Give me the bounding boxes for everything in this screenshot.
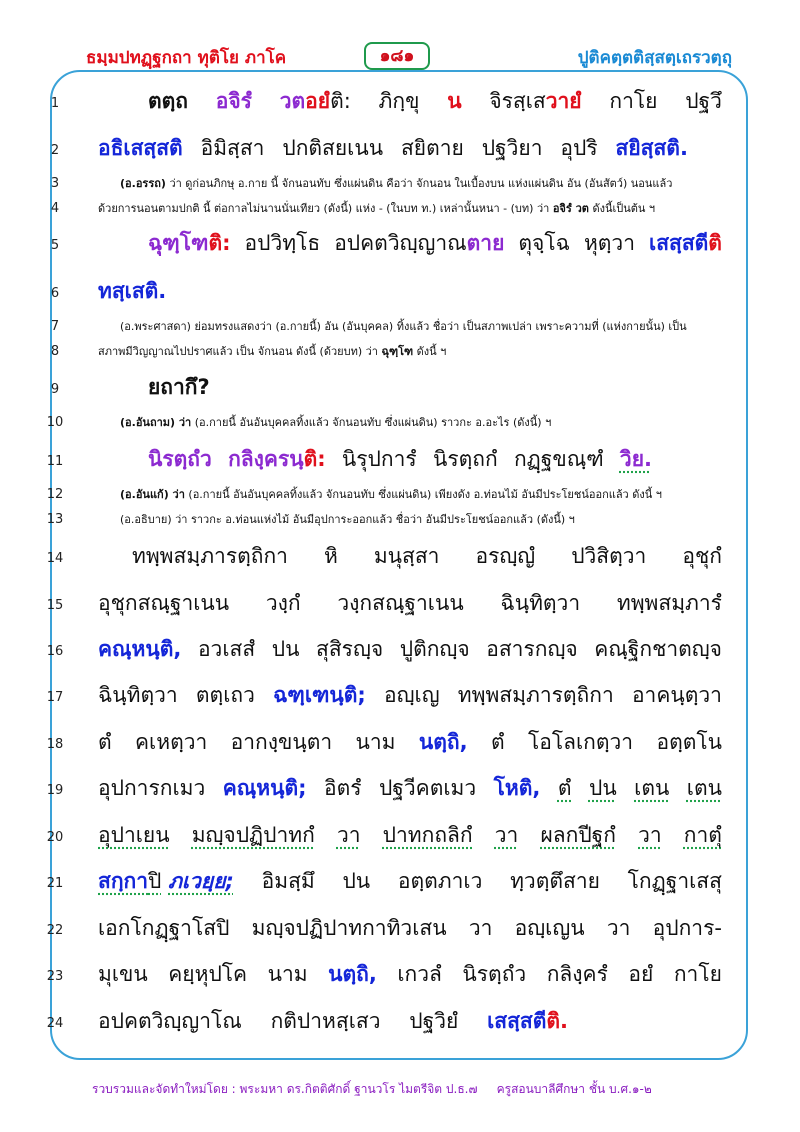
- translation-text: ด้วยการนอนตามปกติ นี้ ต่อกาลไม่นานนั่นเทียว (ดังนี้) แห่ง - (ในบท ท.) เหล่านั้นหนา - (บท) ว่า: [98, 202, 550, 215]
- word: หุตฺวา: [583, 231, 636, 255]
- translation-line-7: (อ.พระศาสดา) ย่อมทรงแสดงว่า (อ.กายนี้) อัน (อันบุคคล) ทิ้งแล้ว ชื่อว่า เป็นสภาพเปล่า เพราะความที่ (แห่งกายนั้น) เป็น: [120, 320, 687, 333]
- line-number: 23: [46, 969, 64, 984]
- header-story-title: ปูติคตฺตติสฺสตฺเถรวตฺถุ: [577, 48, 732, 68]
- line-number: 15: [46, 598, 64, 613]
- word: ทสฺเสติ.: [98, 279, 167, 303]
- word: ตตฺเถว: [195, 683, 255, 707]
- word: ปวิสิตฺวา: [571, 544, 647, 568]
- word: มญฺจปฏิปาทกํ: [191, 823, 315, 847]
- word: วา: [468, 916, 493, 940]
- line-number: 19: [46, 783, 64, 798]
- word: ติ.: [546, 1009, 568, 1033]
- word: อญฺเญน: [514, 916, 585, 940]
- word: ฉินฺทิตฺวา: [500, 591, 581, 615]
- word: ทพฺพสมฺภารํ: [616, 591, 722, 615]
- word: ปน: [271, 637, 300, 661]
- verse-line-17: [98, 685, 722, 706]
- word: อุปการ-: [652, 916, 722, 940]
- word-group: [228, 449, 326, 470]
- verse-line-16: [98, 639, 722, 660]
- word: กาโย: [673, 962, 722, 986]
- word: ฉฑฺเฑนฺติ;: [273, 683, 366, 707]
- word: สุสิรญฺจ: [316, 637, 384, 661]
- word: กลิงฺครํ: [546, 962, 608, 986]
- line-number: 13: [46, 512, 64, 527]
- verse-line-23: [98, 964, 722, 985]
- label: (อ.อันถาม) ว่า: [120, 416, 192, 429]
- bold-term: อจิรํ วต: [552, 202, 589, 215]
- word: อปวิทฺโธ: [244, 231, 321, 255]
- word: ปน: [588, 776, 617, 800]
- verse-line-22: [98, 918, 722, 939]
- word: ปน: [342, 869, 371, 893]
- word: อรญฺญํ: [475, 544, 536, 568]
- word: วต: [279, 89, 306, 113]
- word: โกฏฺฐาเสสุ: [627, 869, 722, 893]
- word: มนุสฺสา: [373, 544, 440, 568]
- translation-text: สภาพมีวิญญาณไปปราศแล้ว เป็น จักนอน ดังนี้ (ด้วยบท) ว่า: [98, 345, 378, 358]
- verse-line-14: [132, 546, 722, 567]
- word: คณฺหนฺติ;: [222, 776, 307, 800]
- word: อิตรํ: [323, 776, 362, 800]
- word: เกวลํ: [397, 962, 442, 986]
- bold-term: ฉุฑฺโฑ: [381, 345, 414, 358]
- word: วายํ: [545, 89, 582, 113]
- word-group: [334, 233, 504, 254]
- word: เตน: [686, 776, 722, 800]
- word: ตํ: [557, 776, 572, 800]
- footer-course: ครูสอนบาลีศึกษา ชั้น บ.ศ.๑-๒: [496, 1082, 652, 1096]
- word: คณฺหนฺติ,: [98, 637, 182, 661]
- word: วา: [336, 823, 361, 847]
- word: อุชุกสณฺฐาเนน: [98, 591, 230, 615]
- word: นิรตฺถํว: [462, 962, 527, 986]
- line-number: 18: [46, 737, 64, 752]
- word: อจิรํ: [215, 89, 252, 113]
- word: กติปาหสฺเสว: [270, 1009, 381, 1033]
- line-number: 14: [46, 551, 64, 566]
- word: อตฺตโน: [656, 730, 722, 754]
- word: นาม: [355, 730, 396, 754]
- word: อุปริ: [560, 136, 598, 160]
- word: ติ:: [330, 89, 351, 113]
- word: ฉุฑฺโฑ: [148, 231, 209, 255]
- word: ปฐวิยา: [481, 136, 543, 160]
- line-number: 5: [50, 238, 60, 253]
- translation-text: ดังนี้เป็นต้น ฯ: [592, 202, 656, 215]
- translation-text: (อ.กายนี้ อันอันบุคคลทิ้งแล้ว จักนอนทับ ซึ่งแผ่นดิน) เพียงดัง อ.ท่อนไม้ อันมีประโยชน์ออกแล้ว ดังนี้ ฯ: [188, 488, 662, 501]
- word: อากงฺขนฺตา: [230, 730, 333, 754]
- verse-line-11: [148, 449, 652, 470]
- word: ปฐวิยํ: [409, 1009, 459, 1033]
- line-number: 3: [50, 176, 60, 191]
- line-number: 1: [50, 96, 60, 111]
- word: ผลกปีฐกํ: [540, 823, 616, 847]
- word: คณฺฐิกชาตญฺจ: [594, 637, 722, 661]
- verse-line-18: [98, 732, 722, 753]
- translation-text: ว่า ดูก่อนภิกษุ อ.กาย นี้ จักนอนทับ ซึ่งแผ่นดิน คือว่า จักนอน ในเบื้องบน แห่งแผ่นดิน อัน (อันสัตว์) นอนแล้ว: [169, 177, 673, 190]
- word: วิย.: [619, 447, 652, 471]
- line-number: 22: [46, 923, 64, 938]
- word: กฏฺฐขณฺฑํ: [513, 447, 604, 471]
- word: คเหตฺวา: [135, 730, 208, 754]
- line-number: 6: [50, 286, 60, 301]
- word: วงฺกสณฺฐาเนน: [337, 591, 464, 615]
- word: อธิเสสฺสติ: [98, 136, 183, 160]
- line-number: 24: [46, 1016, 64, 1031]
- word: น: [447, 89, 462, 113]
- word: ทพฺพสมฺภารตฺถิกา: [132, 544, 288, 568]
- verse-line-2: [98, 138, 688, 159]
- word: นิรตฺถกํ: [432, 447, 498, 471]
- line-number: 7: [50, 319, 60, 334]
- translation-text: ดังนี้ ฯ: [416, 345, 447, 358]
- word: วา: [606, 916, 631, 940]
- word: จิรสฺเส: [489, 89, 546, 113]
- word: อวเสสํ: [197, 637, 256, 661]
- word-group: [148, 233, 231, 254]
- word: คยฺหุปโค: [168, 962, 248, 986]
- label: (อ.อรรถ): [120, 177, 166, 190]
- verse-line-15: [98, 593, 722, 614]
- word: อสารกญฺจ: [486, 637, 578, 661]
- word: ฉินฺทิตฺวา: [98, 683, 178, 707]
- word: ตํ: [490, 730, 505, 754]
- word: สยิตาย: [400, 136, 464, 160]
- word: อุปการกเมว: [98, 776, 206, 800]
- word-group: [489, 91, 581, 112]
- line-number: 11: [46, 454, 64, 469]
- word: ติ: [708, 231, 722, 255]
- word: ปาทกถลิกํ: [382, 823, 473, 847]
- word: เตน: [634, 776, 670, 800]
- word: อปคตวิญฺญาโณ: [98, 1009, 242, 1033]
- word: ติ:: [303, 447, 326, 471]
- verse-line-1: [148, 91, 722, 112]
- word: ตุจฺโฉ: [518, 231, 570, 255]
- word: ปฐวึ: [685, 89, 722, 113]
- word: อาคนฺตฺวา: [631, 683, 722, 707]
- word: สกฺกา: [98, 869, 149, 893]
- word: อิมสฺมึ: [261, 869, 315, 893]
- translation-line-13: (อ.อธิบาย) ว่า ราวกะ อ.ท่อนแห่งไม้ อันมีอุปการะออกแล้ว ชื่อว่า อันมีประโยชน์ออกแล้ว (ดังนี้) ฯ: [120, 513, 575, 526]
- word: ตํ: [98, 730, 112, 754]
- verse-line-19: [98, 778, 722, 799]
- word: กาตุํ: [683, 823, 722, 847]
- translation-text: (อ.กายนี้ อันอันบุคคลทิ้งแล้ว จักนอนทับ ซึ่งแผ่นดิน) ราวกะ อ.อะไร (ดังนี้) ฯ: [194, 416, 552, 429]
- line-number: 17: [46, 690, 64, 705]
- word: หิ: [323, 544, 338, 568]
- verse-line-24: [98, 1011, 568, 1032]
- translation-line-3: [120, 178, 672, 189]
- line-number: 8: [50, 344, 60, 359]
- verse-line-21: [98, 871, 722, 892]
- translation-line-4: [98, 203, 655, 214]
- word: อญฺเญ: [384, 683, 440, 707]
- word: อตฺตภาเว: [397, 869, 483, 893]
- word: มุเขน: [98, 962, 148, 986]
- footer-credit: [92, 1080, 652, 1099]
- translation-line-8: [98, 346, 446, 357]
- word: ตาย: [466, 231, 505, 255]
- footer-author: รวบรวมและจัดทำใหม่โดย : พระมหา ดร.กิตติศักดิ์ ฐานวโร ไมตรีจิต ป.ธ.๗: [92, 1082, 478, 1096]
- line-number: 10: [46, 415, 64, 430]
- word: สยิสฺสติ.: [615, 136, 688, 160]
- word: อุปาเยน: [98, 823, 170, 847]
- word: วา: [638, 823, 662, 847]
- word: กาโย: [609, 89, 658, 113]
- word: นิรตฺถํว: [148, 447, 212, 471]
- line-number: 21: [46, 876, 64, 891]
- word: ปฐวีคตเมว: [378, 776, 477, 800]
- word: ปูติกญฺจ: [399, 637, 470, 661]
- word: นตฺถิ,: [328, 962, 377, 986]
- word: อปคตวิญฺญาณ: [334, 231, 467, 255]
- word: วา: [494, 823, 519, 847]
- word: เสสฺสตี: [487, 1009, 547, 1033]
- line-number: 9: [50, 382, 60, 397]
- translation-line-12: [120, 489, 662, 500]
- word: นิรุปการํ: [341, 447, 417, 471]
- word: อยํ: [628, 962, 654, 986]
- question-line: ยถากึ?: [148, 375, 210, 399]
- word: ตตฺถ: [148, 89, 188, 113]
- word: กลิงฺครนฺ: [228, 447, 304, 471]
- line-number: 4: [50, 201, 60, 216]
- verse-line-6: [98, 281, 166, 302]
- word: โหติ,: [493, 776, 541, 800]
- word-group: [280, 91, 351, 112]
- word-group: [98, 871, 234, 892]
- word: อุชุกํ: [682, 544, 722, 568]
- line-number: 20: [46, 830, 64, 845]
- word: ทฺวตฺตึสาย: [510, 869, 600, 893]
- word: ทพฺพสมฺภารตฺถิกา: [457, 683, 614, 707]
- word: นาม: [267, 962, 308, 986]
- word-group: [487, 1011, 568, 1032]
- label: (อ.อันแก้) ว่า: [120, 488, 185, 501]
- word: เอกโกฏฺฐาโสปิ: [98, 916, 230, 940]
- word: วงฺกํ: [265, 591, 301, 615]
- header-book-title: ธมฺมปทฏฺฐกถา ทุติโย ภาโค: [86, 48, 287, 68]
- word: ภิกฺขุ: [378, 89, 420, 113]
- line-number: 2: [50, 143, 60, 158]
- word: มญฺจปฏิปาทกาทิวเสน: [251, 916, 447, 940]
- verse-line-5: [148, 233, 722, 254]
- verse-line-20: [98, 825, 722, 846]
- translation-line-10: [120, 417, 551, 428]
- word: เสสฺสตี: [649, 231, 709, 255]
- line-number: 12: [46, 487, 64, 502]
- word: ภเวยฺย;: [168, 869, 234, 893]
- word-group: [649, 233, 722, 254]
- word: นตฺถิ,: [418, 730, 468, 754]
- word: อยํ: [305, 89, 331, 113]
- page-number: ๑๘๑: [364, 42, 430, 70]
- word: ปิ: [148, 869, 162, 893]
- word: ปกติสยเนน: [282, 136, 384, 160]
- line-number: 16: [46, 644, 64, 659]
- word: อิมิสฺสา: [200, 136, 265, 160]
- word: โอโลเกตฺวา: [527, 730, 634, 754]
- word: ติ:: [208, 231, 231, 255]
